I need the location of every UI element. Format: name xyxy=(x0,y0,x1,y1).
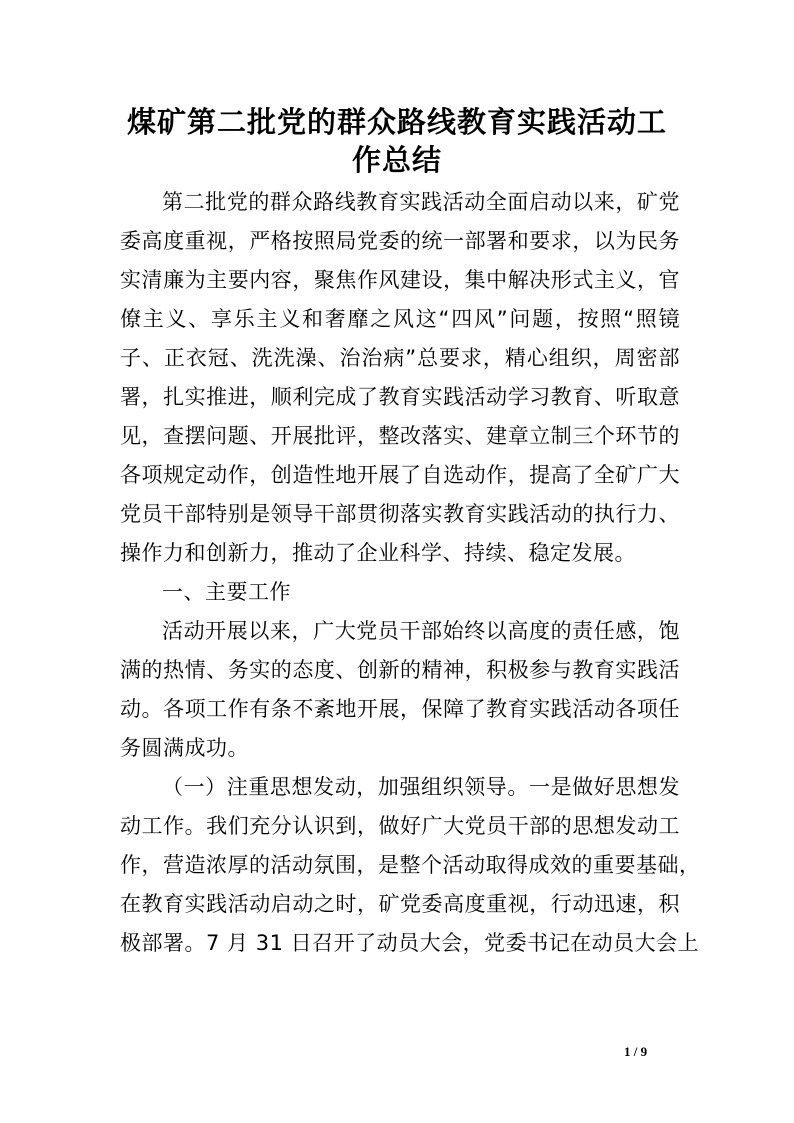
section-heading: 一、主要工作 xyxy=(162,580,291,604)
document-title-line-1: 煤矿第二批党的群众路线教育实践活动工 xyxy=(126,105,667,139)
paragraph-line: 动工作。我们充分认识到，做好广大党员干部的思想发动工 xyxy=(120,814,680,838)
paragraph-line: 满的热情、务实的态度、创新的精神，积极参与教育实践活 xyxy=(120,658,680,682)
paragraph-line: 党员干部特别是领导干部贯彻落实教育实践活动的执行力、 xyxy=(120,502,680,526)
paragraph-line: 活动开展以来，广大党员干部始终以高度的责任感，饱 xyxy=(162,619,680,643)
paragraph-line: 各项规定动作，创造性地开展了自选动作，提高了全矿广大 xyxy=(120,463,680,487)
document-title-line-2: 作总结 xyxy=(351,143,442,177)
paragraph-line: 僚主义、享乐主义和奢靡之风这“四风”问题，按照“照镜 xyxy=(120,307,680,331)
paragraph-line: 委高度重视，严格按照局党委的统一部署和要求，以为民务 xyxy=(120,229,680,253)
paragraph-line: 实清廉为主要内容，聚焦作风建设，集中解决形式主义，官 xyxy=(120,268,680,292)
paragraph-line: （一）注重思想发动，加强组织领导。一是做好思想发 xyxy=(162,775,680,799)
paragraph-line: 极部署。7 月 31 日召开了动员大会，党委书记在动员大会上 xyxy=(120,931,700,955)
paragraph-line: 子、正衣冠、洗洗澡、治治病”总要求，精心组织，周密部 xyxy=(120,346,680,370)
paragraph-line: 作，营造浓厚的活动氛围，是整个活动取得成效的重要基础， xyxy=(120,853,701,877)
page-number: 1 / 9 xyxy=(624,1044,648,1059)
paragraph-line: 见，查摆问题、开展批评，整改落实、建章立制三个环节的 xyxy=(120,424,680,448)
paragraph-line: 第二批党的群众路线教育实践活动全面启动以来，矿党 xyxy=(162,190,680,214)
paragraph-line: 务圆满成功。 xyxy=(120,736,249,760)
paragraph-line: 操作力和创新力，推动了企业科学、持续、稳定发展。 xyxy=(120,541,636,565)
paragraph-line: 在教育实践活动启动之时，矿党委高度重视，行动迅速，积 xyxy=(120,892,680,916)
paragraph-line: 动。各项工作有条不紊地开展，保障了教育实践活动各项任 xyxy=(120,697,680,721)
paragraph-line: 署，扎实推进，顺利完成了教育实践活动学习教育、听取意 xyxy=(120,385,680,409)
